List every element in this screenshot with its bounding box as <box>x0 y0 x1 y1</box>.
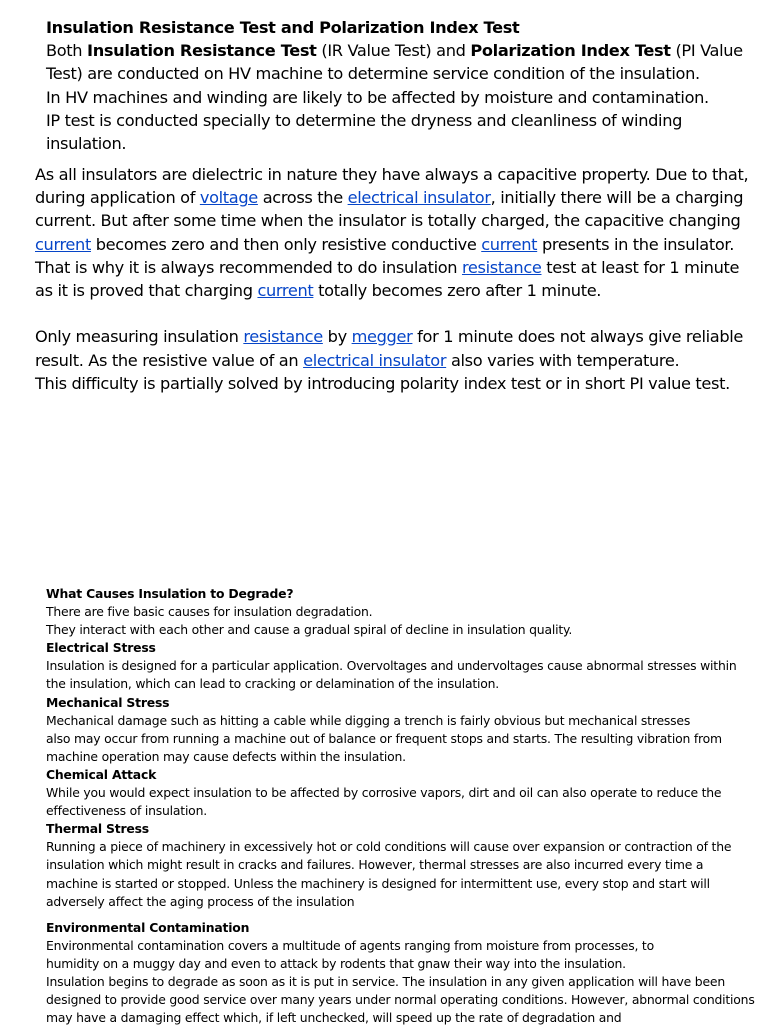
ir-pi-line-2: In HV machines and winding are likely to be affected by moisture and contamination. <box>46 87 709 107</box>
causes-title: What Causes Insulation to Degrade? <box>46 586 294 601</box>
electrical-stress-text: Insulation is designed for a particular application. Overvoltages and undervoltages cause abnormal stresses within the insulation, which can lead to cracking or delamination of the insulation. <box>46 658 737 692</box>
causes-intro: There are five basic causes for insulation degradation. <box>46 604 373 620</box>
electrical-stress-heading: Electrical Stress <box>46 640 156 656</box>
link-current[interactable]: current <box>35 234 91 254</box>
link-electrical-insulator[interactable]: electrical insulator <box>303 350 447 370</box>
environmental-contamination-text: Insulation begins to degrade as soon as it is put in service. The insulation in any given application will have been designed to provide good service over many years under normal operating conditions. However, abnormal conditions may have a damaging effect which, if left unchecked, will speed up the rate of degradation and <box>46 973 755 1026</box>
paragraph-capacitive: As all insulators are dielectric in nature they have always a capacitive property. Due to that, during application of voltage across the electrical insulator, initially there will be a charging current. But after some time when the insulator is totally charged, the capacitive changing current becomes zero and then only resistive conductive current presents in the insulator. That is why it is always recommended to do insulation resistance test at least for 1 minute as it is proved that charging current totally becomes zero after 1 minute. <box>35 165 749 301</box>
environmental-contamination-heading: Environmental Contamination <box>46 919 250 935</box>
paragraph-pi-solution: This difficulty is partially solved by introducing polarity index test or in short PI value test. <box>35 373 730 393</box>
environmental-contamination-text: humidity on a muggy day and even to attack by rodents that gnaw their way into the insulation. <box>46 955 626 971</box>
link-electrical-insulator[interactable]: electrical insulator <box>347 188 491 208</box>
link-voltage[interactable]: voltage <box>199 188 258 208</box>
link-current[interactable]: current <box>257 281 314 301</box>
thermal-stress-heading: Thermal Stress <box>46 821 149 837</box>
link-megger[interactable]: megger <box>351 327 413 347</box>
ir-pi-title: Insulation Resistance Test and Polarization Index Test <box>46 18 520 37</box>
chemical-attack-heading: Chemical Attack <box>46 766 157 782</box>
mechanical-stress-heading: Mechanical Stress <box>46 694 170 710</box>
link-resistance[interactable]: resistance <box>243 327 323 347</box>
paragraph-megger: Only measuring insulation resistance by megger for 1 minute does not always give reliable result. As the resistive value of an electrical insulator also varies with temperature. <box>35 327 744 370</box>
link-resistance[interactable]: resistance <box>461 257 542 277</box>
ir-pi-line-3: IP test is conducted specially to determine the dryness and cleanliness of winding insulation. <box>46 110 683 154</box>
chemical-attack-text: While you would expect insulation to be affected by corrosive vapors, dirt and oil can also operate to reduce the effectiveness of insulation. <box>46 785 722 819</box>
thermal-stress-text: Running a piece of machinery in excessively hot or cold conditions will cause over expansion or contraction of the insulation which might result in cracks and failures. However, thermal stresses are also incurred every time a machine is started or stopped. Unless the machinery is designed for intermittent use, every stop and start will adversely affect the aging process of the insulation <box>46 839 732 909</box>
degradation-causes <box>46 585 756 1027</box>
mechanical-stress-text: also may occur from running a machine out of balance or frequent stops and starts. The resulting vibration from machine operation may cause defects within the insulation. <box>46 730 722 764</box>
ir-pi-line-1: Both Insulation Resistance Test (IR Value Test) and Polarization Index Test (PI Value Test) are conducted on HV machine to determine service condition of the insulation. <box>46 41 743 84</box>
environmental-contamination-text: Environmental contamination covers a multitude of agents ranging from moisture from processes, to <box>46 937 654 953</box>
mechanical-stress-text: Mechanical damage such as hitting a cable while digging a trench is fairly obvious but mechanical stresses <box>46 712 691 728</box>
link-current[interactable]: current <box>481 234 538 254</box>
main-body <box>35 163 750 395</box>
causes-intro: They interact with each other and cause a gradual spiral of decline in insulation quality. <box>46 622 573 638</box>
ir-pi-intro <box>46 16 746 155</box>
